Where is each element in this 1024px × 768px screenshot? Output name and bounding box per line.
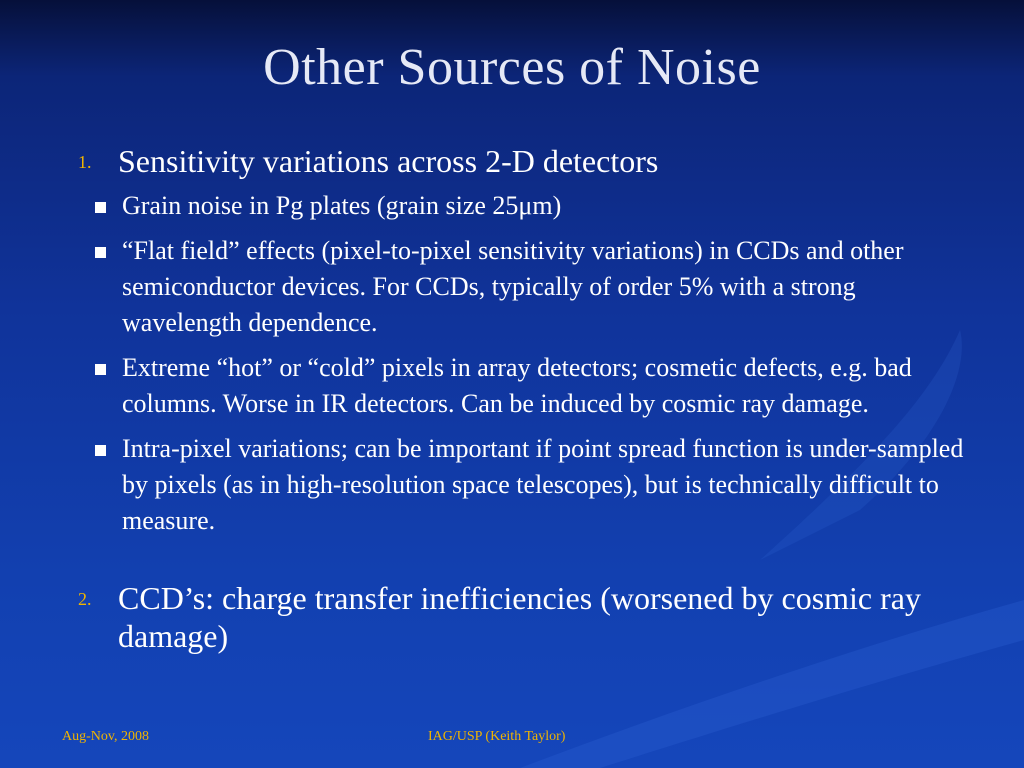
item-number: 1. — [78, 152, 92, 172]
item-text: Sensitivity variations across 2-D detectors — [118, 143, 659, 179]
square-bullet-icon — [95, 202, 106, 213]
item-number: 2. — [78, 589, 92, 609]
sub-item-text: Grain noise in Pg plates (grain size 25μm) — [122, 191, 562, 220]
square-bullet-icon — [95, 445, 106, 456]
square-bullet-icon — [95, 247, 106, 258]
sub-item-text: Intra-pixel variations; can be important if point spread function is under-sampled by pixels (as in high-resolution space telescopes), but is technically difficult to measure. — [122, 434, 964, 535]
list-item-1 — [78, 142, 978, 180]
sub-list-item — [78, 431, 978, 539]
list-item-2 — [78, 579, 978, 655]
sub-list-item — [78, 188, 978, 224]
sub-list-item — [78, 350, 978, 422]
sub-list-item — [78, 233, 978, 341]
slide-title: Other Sources of Noise — [263, 39, 761, 96]
footer-credit: IAG/USP (Keith Taylor) — [428, 729, 566, 744]
item-text: CCD’s: charge transfer inefficiencies (worsened by cosmic ray damage) — [118, 580, 921, 654]
square-bullet-icon — [95, 364, 106, 375]
sub-item-text: “Flat field” effects (pixel-to-pixel sensitivity variations) in CCDs and other semiconductor devices. For CCDs, typically of order 5% with a strong wavelength dependence. — [122, 236, 904, 337]
slide-content — [78, 142, 978, 655]
sub-list — [78, 188, 978, 539]
sub-item-text: Extreme “hot” or “cold” pixels in array detectors; cosmetic defects, e.g. bad columns. Worse in IR detectors. Can be induced by cosmic ray damage. — [122, 353, 912, 418]
footer-date: Aug-Nov, 2008 — [62, 729, 149, 744]
